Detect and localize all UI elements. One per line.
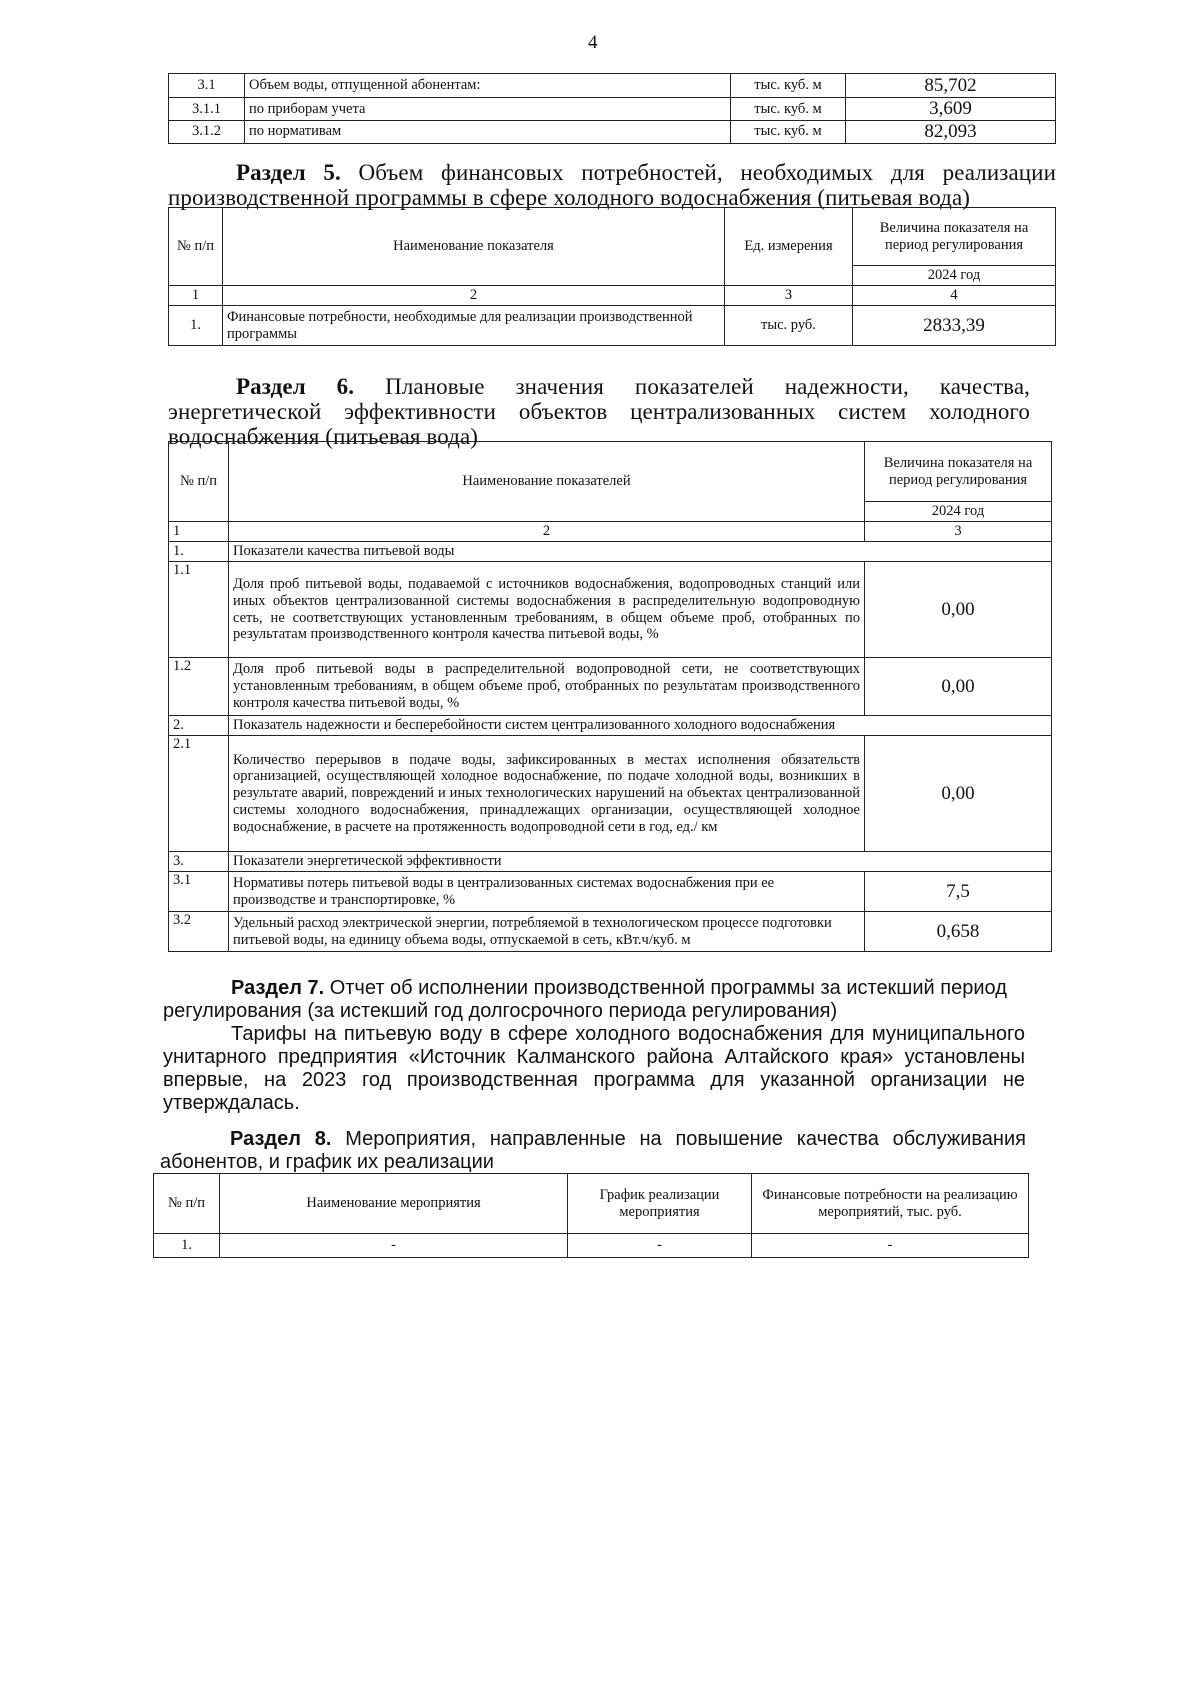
group-number: 1. xyxy=(169,542,229,562)
row-value: 82,093 xyxy=(846,120,1056,143)
row-number: 2.1 xyxy=(169,736,229,852)
col-number: 3 xyxy=(865,522,1052,542)
header-finance: Финансовые потребности на реализацию мероприятий, тыс. руб. xyxy=(752,1174,1029,1234)
header-number: № п/п xyxy=(169,442,229,522)
row-number: 1.2 xyxy=(169,658,229,716)
section6-title: Плановые значения показателей надежности, качества, энергетической эффективности объектов централизованных систем холодного водоснабжения (питьевая вода) xyxy=(168,374,1030,449)
header-number: № п/п xyxy=(154,1174,220,1234)
row-value: 0,00 xyxy=(865,562,1052,658)
table-row xyxy=(169,98,1056,121)
col-number: 1 xyxy=(169,286,223,306)
col-number: 2 xyxy=(229,522,865,542)
table-row xyxy=(154,1234,1029,1258)
header-number: № п/п xyxy=(169,208,223,286)
row-value: 0,00 xyxy=(865,658,1052,716)
table-financial-needs xyxy=(168,207,1056,346)
row-name: - xyxy=(220,1234,568,1258)
header-value: Величина показателя на период регулирования xyxy=(853,208,1056,266)
header-schedule: График реализации мероприятия xyxy=(568,1174,752,1234)
section5-heading xyxy=(168,160,1056,210)
row-unit: тыс. руб. xyxy=(725,306,853,346)
section7-label: Раздел 7. xyxy=(231,977,325,999)
row-number: 3.1.2 xyxy=(169,120,245,143)
section7-block xyxy=(163,977,1025,1115)
row-name: по нормативам xyxy=(245,120,731,143)
header-year: 2024 год xyxy=(853,266,1056,286)
row-number: 1.1 xyxy=(169,562,229,658)
row-value: 7,5 xyxy=(865,872,1052,912)
row-unit: тыс. куб. м xyxy=(731,74,846,98)
col-number: 1 xyxy=(169,522,229,542)
row-number: 1. xyxy=(154,1234,220,1258)
section6-label: Раздел 6. xyxy=(236,374,355,399)
section7-title: Отчет об исполнении производственной программы за истекший период регулирования (за истекший год долгосрочного периода регулирования) xyxy=(163,977,1007,1022)
table-row xyxy=(169,736,1052,852)
column-numbers-row xyxy=(169,522,1052,542)
group-row xyxy=(169,852,1052,872)
section7-paragraph: Тарифы на питьевую воду в сфере холодного водоснабжения для муниципального унитарного предприятия «Источник Калманского района Алтайского края» установлены впервые, на 2023 год производственная программа для указанной организации не утверждалась. xyxy=(163,1023,1025,1114)
row-name: Нормативы потерь питьевой воды в централизованных системах водоснабжения при ее производстве и транспортировке, % xyxy=(229,872,865,912)
row-schedule: - xyxy=(568,1234,752,1258)
row-name: Количество перерывов в подаче воды, зафиксированных в местах исполнения обязательств организацией, осуществляющей холодное водоснабжение, по подаче холодной воды, возникших в результате аварий, повреждений и иных технологических нарушений на объектах централизованной системы холодного водоснабжения, принадлежащих организации, осуществляющей холодное водоснабжение, в расчете на протяженность водопроводной сети в год, ед./ км xyxy=(229,736,865,852)
header-year: 2024 год xyxy=(865,502,1052,522)
row-name: Доля проб питьевой воды, подаваемой с источников водоснабжения, водопроводных станций или иных объектов централизованной системы водоснабжения в распределительную водопроводную сеть, не соответствующих установленным требованиям, в общем объеме проб, отобранных по результатам производственного контроля качества питьевой воды, % xyxy=(229,562,865,658)
header-name: Наименование показателя xyxy=(223,208,725,286)
table-row xyxy=(169,306,1056,346)
col-number: 2 xyxy=(223,286,725,306)
table-water-volume xyxy=(168,73,1056,144)
table-row xyxy=(169,74,1056,98)
header-unit: Ед. измерения xyxy=(725,208,853,286)
group-row xyxy=(169,542,1052,562)
table-row xyxy=(169,120,1056,143)
row-number: 1. xyxy=(169,306,223,346)
header-name: Наименование показателей xyxy=(229,442,865,522)
group-name: Показатели качества питьевой воды xyxy=(229,542,1052,562)
section5-title: Объем финансовых потребностей, необходимых для реализации производственной программы в сфере холодного водоснабжения (питьевая вода) xyxy=(168,160,1056,210)
column-numbers-row xyxy=(169,286,1056,306)
header-name: Наименование мероприятия xyxy=(220,1174,568,1234)
row-value: 85,702 xyxy=(846,74,1056,98)
row-name: Доля проб питьевой воды в распределительной водопроводной сети, не соответствующих установленным требованиям, в общем объеме проб, отобранных по результатам производственного контроля качества питьевой воды, % xyxy=(229,658,865,716)
row-value: 3,609 xyxy=(846,98,1056,121)
row-finance: - xyxy=(752,1234,1029,1258)
col-number: 4 xyxy=(853,286,1056,306)
group-row xyxy=(169,716,1052,736)
row-number: 3.1 xyxy=(169,872,229,912)
row-value: 2833,39 xyxy=(853,306,1056,346)
table-row xyxy=(169,658,1052,716)
section8-title: Мероприятия, направленные на повышение качества обслуживания абонентов, и график их реализации xyxy=(160,1128,1026,1173)
row-name: Финансовые потребности, необходимые для реализации производственной программы xyxy=(223,306,725,346)
section5-label: Раздел 5. xyxy=(236,160,341,185)
section7-heading xyxy=(163,977,1025,1023)
row-value: 0,658 xyxy=(865,912,1052,952)
table-row xyxy=(169,872,1052,912)
header-value: Величина показателя на период регулирования xyxy=(865,442,1052,502)
row-number: 3.2 xyxy=(169,912,229,952)
table-indicators xyxy=(168,441,1052,952)
row-value: 0,00 xyxy=(865,736,1052,852)
row-unit: тыс. куб. м xyxy=(731,120,846,143)
row-name: по приборам учета xyxy=(245,98,731,121)
row-number: 3.1.1 xyxy=(169,98,245,121)
section8-label: Раздел 8. xyxy=(230,1128,332,1150)
group-name: Показатели энергетической эффективности xyxy=(229,852,1052,872)
table-row xyxy=(169,912,1052,952)
page-number: 4 xyxy=(588,32,598,53)
row-name: Объем воды, отпущенной абонентам: xyxy=(245,74,731,98)
table-measures xyxy=(153,1173,1029,1258)
group-number: 2. xyxy=(169,716,229,736)
row-number: 3.1 xyxy=(169,74,245,98)
group-name: Показатель надежности и бесперебойности систем централизованного холодного водоснабжения xyxy=(229,716,1052,736)
group-number: 3. xyxy=(169,852,229,872)
section8-heading xyxy=(160,1128,1026,1174)
col-number: 3 xyxy=(725,286,853,306)
row-unit: тыс. куб. м xyxy=(731,98,846,121)
section6-heading xyxy=(168,374,1030,449)
row-name: Удельный расход электрической энергии, потребляемой в технологическом процессе подготовки питьевой воды, на единицу объема воды, отпускаемой в сеть, кВт.ч/куб. м xyxy=(229,912,865,952)
table-row xyxy=(169,562,1052,658)
